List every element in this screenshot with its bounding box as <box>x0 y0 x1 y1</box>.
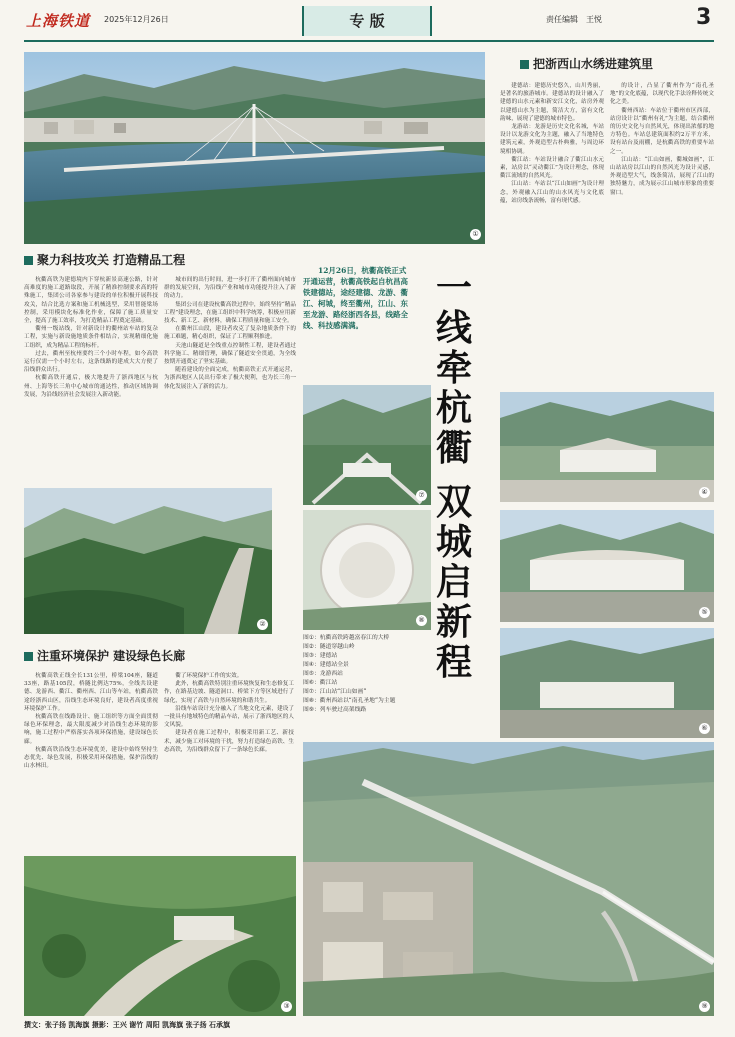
photo-jiangshan-station-aerial <box>303 385 431 505</box>
headline-square-icon <box>24 652 33 661</box>
header-rule <box>24 40 714 42</box>
title-char: 启 <box>436 561 473 603</box>
photo-qujiang-station <box>500 628 714 738</box>
title-char: 双 <box>436 481 473 523</box>
headline-square-icon <box>24 256 33 265</box>
paragraph: 龙游站：龙游是历史文化名城，车站设计以龙游文化为主题，融入了当地特色建筑元素，外观造型古朴典雅，与周边环境相协调。 <box>500 124 604 155</box>
article-west-col2 <box>610 82 714 342</box>
paragraph: 衢了环境保护工作的实效。 <box>175 673 243 679</box>
paragraph: 衢江站：车站设计融合了衢江山水元素，站房以“灵动衢江”为设计理念，体现衢江流域的自然风光。 <box>500 156 604 180</box>
headline-text: 聚力科技攻关 打造精品工程 <box>37 253 186 267</box>
paragraph: 杭衢高铁开通后，极大地提升了浙西地区与杭州、上海等长三角中心城市的通达性，推动区域协调发展，为沿线经济社会发展注入新动能。 <box>24 375 158 398</box>
caption: 图②：隧道穿越山岭 <box>303 644 355 650</box>
page-number: 3 <box>696 5 712 30</box>
photo-longyou-west-station <box>500 510 714 622</box>
paragraph: 建设者在施工过程中，积极采用新工艺、新技术，减少施工对环境的干扰，努力打造绿色高铁、生态高铁，为沿线群众留下了一条绿色长廊。 <box>164 730 294 753</box>
paragraph: 天池山隧道是全线重点控制性工程，建设者通过科学施工、精细管理，确保了隧道安全贯通，为全线按期开通奠定了坚实基础。 <box>164 342 296 366</box>
photo-number: ⑥ <box>699 723 710 734</box>
title-char: 程 <box>436 641 473 683</box>
masthead <box>0 0 735 42</box>
headline-square-icon <box>520 60 529 69</box>
article-tech-col1 <box>24 276 158 486</box>
paragraph: 城市间的出行时间，进一步打开了衢州面向城市群的发展空间，为沿线产业和城市功能提升注入了新的动力。 <box>164 277 296 300</box>
caption: 图⑧：衢州西站以“南孔圣地”为主题 <box>303 698 396 704</box>
paragraph: 江山站：车站以“江山如画”为设计理念，外观融入江山的山水风光与文化底蕴，站房线条流畅，富有现代感。 <box>500 181 604 204</box>
caption: 图③：建德站 <box>303 653 338 659</box>
article-eco-col2 <box>164 672 294 852</box>
title-char <box>436 468 480 482</box>
title-char: 衢 <box>436 427 473 469</box>
paragraph: 在衢州江山段，建设者攻克了复杂地质条件下的施工难题，精心组织，保证了工程顺利推进。 <box>164 326 296 341</box>
caption: 图⑥：衢江站 <box>303 680 338 686</box>
photo-number: ⑦ <box>416 490 427 501</box>
paragraph: 建德站：建德历史悠久，山川秀丽，是著名的旅游城市。建德站的设计融入了建德的山水元素和新安江文化，站房外观以建德山水为主题，简洁大方，富有文化韵味，展现了建德的城市特色。 <box>500 83 604 122</box>
paragraph: 杭衢高铁在线路设计、施工组织等方面全面贯彻绿色环保理念，最大限度减少对沿线生态环境的影响，施工过程中严格落实各项环保措施，建设绿色长廊。 <box>24 714 158 745</box>
lead-summary <box>303 265 413 380</box>
paragraph: 杭衢高铁正线全长131公里，桥梁104座，隧道33座，路基105段，桥隧比例达75%，全线共设建德、龙游西、衢江、衢州西、江山等车站，杭衢高铁途经浙西山区，沿线生态环境良好，建设者高度重视环境保护工作。 <box>24 673 158 712</box>
lead-text: 12月26日，杭衢高铁正式开通运营，杭衢高铁起自杭昌高铁建德站，途经建德、龙游、衢江、柯城，终至衢州，江山、东至龙游、路经浙西各县，线路全线、科技感满满。 <box>303 266 408 330</box>
headline-tech <box>24 250 294 270</box>
caption: 图⑨：列车驶过高架线路 <box>303 707 367 713</box>
caption: 图①：杭衢高铁跨越富春江的大桥 <box>303 635 390 641</box>
photo-number: ③ <box>281 1001 292 1012</box>
photo-number: ⑧ <box>416 615 427 626</box>
title-char: 牵 <box>436 347 473 389</box>
headline-text: 注重环境保护 建设绿色长廊 <box>37 649 186 663</box>
editor-credit: 责任编辑 王悦 <box>546 15 602 24</box>
paragraph: 此外，杭衢高铁特别注重环境恢复和生态修复工作，在路基边坡、隧道洞口、桥梁下方等区域进行了绿化，实现了高铁与自然环境的和谐共生。 <box>164 681 294 704</box>
issue-date: 2025年12月26日 <box>104 15 169 24</box>
paragraph: 杭衢高铁为建德境内下穿杭新景高速公路，针对高难度的施工道路取段，开展了精准控制要求高的特殊施工，集团公司各家参与建设的单位积极开展科技攻关，结合比选方案和施工机械选型，采用智能梁场控制，采用模块化标准化作业，保障了施工质量安全，提高了施工效率，为打造精品工程奠定基础。 <box>24 277 158 325</box>
paragraph: 集团公司在建设杭衢高铁过程中，始终坚持“精品工程”建设理念，在施工组织中科学统筹，积极应用新技术、新工艺、新材料，确保工程质量和施工安全。 <box>164 301 296 325</box>
photo-tunnel-hills <box>24 488 272 634</box>
photo-elevated-line <box>303 742 714 1016</box>
paragraph: 杭衢高铁沿线生态环境优美，建设中始终坚持生态优先、绿色发展，积极采用环保措施，保护沿线的山水林田。 <box>24 746 158 770</box>
article-tech-col2 <box>164 276 296 486</box>
paragraph: 随着建设的全面完成，杭衢高铁正式开通运营，为浙西地区人民出行带来了极大便利，也为长三角一体化发展注入了新的活力。 <box>164 367 296 390</box>
paragraph: 江山站：“江山如画，衢城如画”，江山站站房以江山的自然风光为设计灵感，外观造型大气，线条简洁，展现了江山的独特魅力，成为展示江山城市形象的重要窗口。 <box>610 156 714 196</box>
photo-number: ⑤ <box>699 607 710 618</box>
title-char: 新 <box>436 601 473 643</box>
author-credits: 撰文：张子扬 凯海旗 摄影：王兴 谢竹 周阳 凯海旗 张子扬 石承旗 <box>24 1021 231 1029</box>
photo-jiande-station <box>500 392 714 502</box>
title-char: 线 <box>436 307 473 349</box>
photo-number: ① <box>470 229 481 240</box>
headline-text: 把浙西山水绣进建筑里 <box>533 57 654 71</box>
main-vertical-title <box>436 268 480 682</box>
photo-quzhou-west-station <box>303 510 431 630</box>
caption: 图⑦：江山站“江山如画” <box>303 689 367 695</box>
title-char: 一 <box>436 267 473 309</box>
photo-green-valley <box>24 856 296 1016</box>
headline-eco <box>24 646 294 666</box>
paragraph: 过去，衢州至杭州要约三个小时车程，如今高铁运行仅需一个小时左右，这条线路的建成大大方便了沿线群众出行。 <box>24 350 158 374</box>
photo-number: ② <box>257 619 268 630</box>
article-eco-col1 <box>24 672 158 852</box>
photo-number: ⑨ <box>699 1001 710 1012</box>
paragraph: 衢州一级站线，针对新设计的衢州站车站的复杂工程，实施与新设施地质条件相结合，实现精细化施工组织，成为精品工程的标杆。 <box>24 326 158 349</box>
paragraph: 的设计，凸显了衢州作为“南孔圣地”的文化底蕴，以现代化手法诠释传统文化之美。 <box>610 83 714 106</box>
paragraph: 沿线车站设计充分融入了当地文化元素，建设了一批具有地域特色的精品车站，展示了浙西地区的人文风貌。 <box>164 705 294 729</box>
title-char: 城 <box>436 521 473 563</box>
section-label: 专 版 <box>302 6 432 36</box>
article-west-col1 <box>500 82 604 342</box>
paragraph: 衢州西站：车站位于衢州市区西部，站房设计以“衢州有礼”为主题，结合衢州的历史文化与自然风光，体现出浓郁的地方特色。车站总建筑面积约2万平方米，设有站台及雨棚，是杭衢高铁的重要车站之一。 <box>610 107 714 155</box>
title-char: 杭 <box>436 387 473 429</box>
photo-bridge-over-river <box>24 52 485 244</box>
photo-number: ④ <box>699 487 710 498</box>
photo-captions <box>303 634 463 715</box>
newspaper-logo: 上海铁道 <box>26 12 91 30</box>
caption: 图④：建德站全景 <box>303 662 349 668</box>
headline-west-zhejiang <box>520 54 710 74</box>
caption: 图⑤：龙游西站 <box>303 671 343 677</box>
